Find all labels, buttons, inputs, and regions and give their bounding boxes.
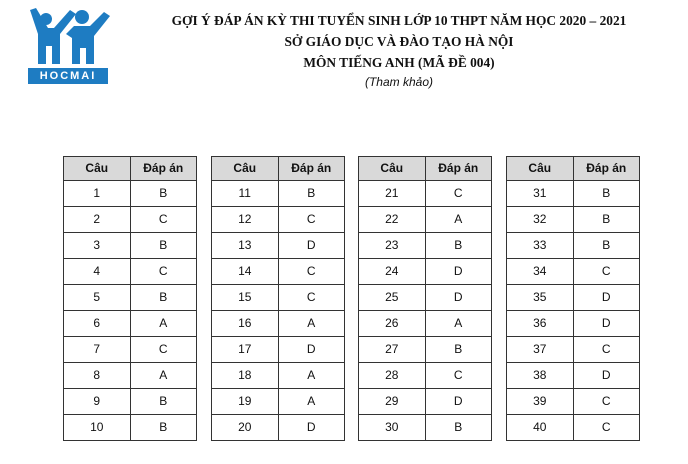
question-number: 28 (359, 363, 426, 389)
question-number: 35 (507, 285, 574, 311)
question-number: 13 (212, 233, 279, 259)
table-row (359, 389, 492, 415)
table-row (64, 311, 197, 337)
table-row (64, 259, 197, 285)
question-number: 15 (212, 285, 279, 311)
question-number: 39 (507, 389, 574, 415)
question-number: 22 (359, 207, 426, 233)
reference-note: (Tham khảo) (364, 75, 434, 89)
table-header-row (212, 157, 345, 181)
table-row (212, 181, 345, 207)
question-number: 10 (64, 415, 131, 441)
question-number: 17 (212, 337, 279, 363)
table-row (212, 311, 345, 337)
table-row (64, 415, 197, 441)
table-row (507, 311, 640, 337)
answer-letter: D (425, 259, 492, 285)
answer-letter: C (278, 259, 345, 285)
answer-letter: B (425, 337, 492, 363)
question-number: 21 (359, 181, 426, 207)
question-number: 7 (64, 337, 131, 363)
table-row (359, 285, 492, 311)
table-row (212, 337, 345, 363)
answer-letter: D (278, 233, 345, 259)
answer-letter: D (425, 285, 492, 311)
answer-column-header: Đáp án (130, 157, 197, 181)
table-row (64, 285, 197, 311)
department-title: SỞ GIÁO DỤC VÀ ĐÀO TẠO HÀ NỘI (284, 34, 514, 49)
question-number: 24 (359, 259, 426, 285)
answer-table-3 (358, 156, 492, 441)
answer-letter: D (573, 363, 640, 389)
document-header (110, 10, 688, 91)
question-number: 40 (507, 415, 574, 441)
answer-letter: C (130, 337, 197, 363)
answer-letter: C (130, 207, 197, 233)
answer-letter: C (278, 207, 345, 233)
table-row (212, 363, 345, 389)
table-row (507, 181, 640, 207)
answer-table-4 (506, 156, 640, 441)
table-row (507, 337, 640, 363)
answer-letter: B (130, 233, 197, 259)
question-number: 3 (64, 233, 131, 259)
answer-letter: B (130, 389, 197, 415)
question-number: 31 (507, 181, 574, 207)
table-row (359, 363, 492, 389)
question-number: 5 (64, 285, 131, 311)
question-number: 33 (507, 233, 574, 259)
question-number: 20 (212, 415, 279, 441)
question-number: 8 (64, 363, 131, 389)
table-row (507, 233, 640, 259)
answer-letter: C (573, 415, 640, 441)
answer-letter: B (573, 207, 640, 233)
question-number: 23 (359, 233, 426, 259)
question-number: 6 (64, 311, 131, 337)
question-number: 1 (64, 181, 131, 207)
answer-letter: B (130, 285, 197, 311)
answer-letter: A (278, 363, 345, 389)
question-number: 38 (507, 363, 574, 389)
answer-letter: D (573, 311, 640, 337)
answer-column-header: Đáp án (425, 157, 492, 181)
table-row (64, 181, 197, 207)
answer-letter: B (425, 233, 492, 259)
table-row (507, 285, 640, 311)
answer-letter: C (573, 389, 640, 415)
question-number: 27 (359, 337, 426, 363)
table-row (64, 233, 197, 259)
table-row (359, 415, 492, 441)
table-row (507, 207, 640, 233)
question-number: 9 (64, 389, 131, 415)
answer-letter: D (425, 389, 492, 415)
question-column-header: Câu (359, 157, 426, 181)
question-number: 18 (212, 363, 279, 389)
question-number: 16 (212, 311, 279, 337)
answer-letter: C (425, 181, 492, 207)
table-row (212, 233, 345, 259)
table-row (359, 337, 492, 363)
table-row (212, 207, 345, 233)
answer-letter: C (573, 337, 640, 363)
table-row (507, 389, 640, 415)
answer-column-header: Đáp án (278, 157, 345, 181)
answer-letter: B (130, 415, 197, 441)
answer-letter: B (573, 181, 640, 207)
answer-column-header: Đáp án (573, 157, 640, 181)
table-row (507, 415, 640, 441)
table-row (359, 233, 492, 259)
question-column-header: Câu (64, 157, 131, 181)
question-column-header: Câu (212, 157, 279, 181)
answer-letter: D (573, 285, 640, 311)
answer-letter: C (573, 259, 640, 285)
table-row (359, 207, 492, 233)
question-number: 30 (359, 415, 426, 441)
answer-letter: C (130, 259, 197, 285)
exam-title: GỢI Ý ĐÁP ÁN KỲ THI TUYỂN SINH LỚP 10 THPT NĂM HỌC 2020 – 2021 (171, 13, 627, 28)
hocmai-logo (26, 8, 112, 86)
answer-table-2 (211, 156, 345, 441)
table-row (359, 259, 492, 285)
people-logo-icon (26, 8, 112, 68)
question-column-header: Câu (507, 157, 574, 181)
answer-letter: A (130, 363, 197, 389)
table-row (212, 415, 345, 441)
logo-text: HOCMAI (28, 68, 108, 84)
subject-title: MÔN TIẾNG ANH (MÃ ĐỀ 004) (303, 55, 495, 70)
table-row (64, 337, 197, 363)
question-number: 29 (359, 389, 426, 415)
table-row (64, 207, 197, 233)
answer-letter: A (425, 311, 492, 337)
question-number: 14 (212, 259, 279, 285)
answer-letter: B (425, 415, 492, 441)
question-number: 32 (507, 207, 574, 233)
answer-table-1 (63, 156, 197, 441)
table-row (212, 389, 345, 415)
answer-letter: A (278, 311, 345, 337)
table-row (212, 259, 345, 285)
answer-letter: B (130, 181, 197, 207)
answer-letter: C (278, 285, 345, 311)
question-number: 19 (212, 389, 279, 415)
answer-letter: A (278, 389, 345, 415)
question-number: 2 (64, 207, 131, 233)
answer-letter: D (278, 337, 345, 363)
table-row (507, 363, 640, 389)
question-number: 4 (64, 259, 131, 285)
table-row (359, 181, 492, 207)
table-header-row (64, 157, 197, 181)
answer-letter: C (425, 363, 492, 389)
question-number: 34 (507, 259, 574, 285)
table-row (359, 311, 492, 337)
question-number: 11 (212, 181, 279, 207)
answer-letter: A (130, 311, 197, 337)
question-number: 25 (359, 285, 426, 311)
table-row (64, 389, 197, 415)
answer-letter: A (425, 207, 492, 233)
table-row (212, 285, 345, 311)
table-row (507, 259, 640, 285)
question-number: 37 (507, 337, 574, 363)
table-header-row (507, 157, 640, 181)
question-number: 26 (359, 311, 426, 337)
answer-letter: B (278, 181, 345, 207)
answer-letter: B (573, 233, 640, 259)
table-header-row (359, 157, 492, 181)
question-number: 12 (212, 207, 279, 233)
question-number: 36 (507, 311, 574, 337)
table-row (64, 363, 197, 389)
answer-letter: D (278, 415, 345, 441)
